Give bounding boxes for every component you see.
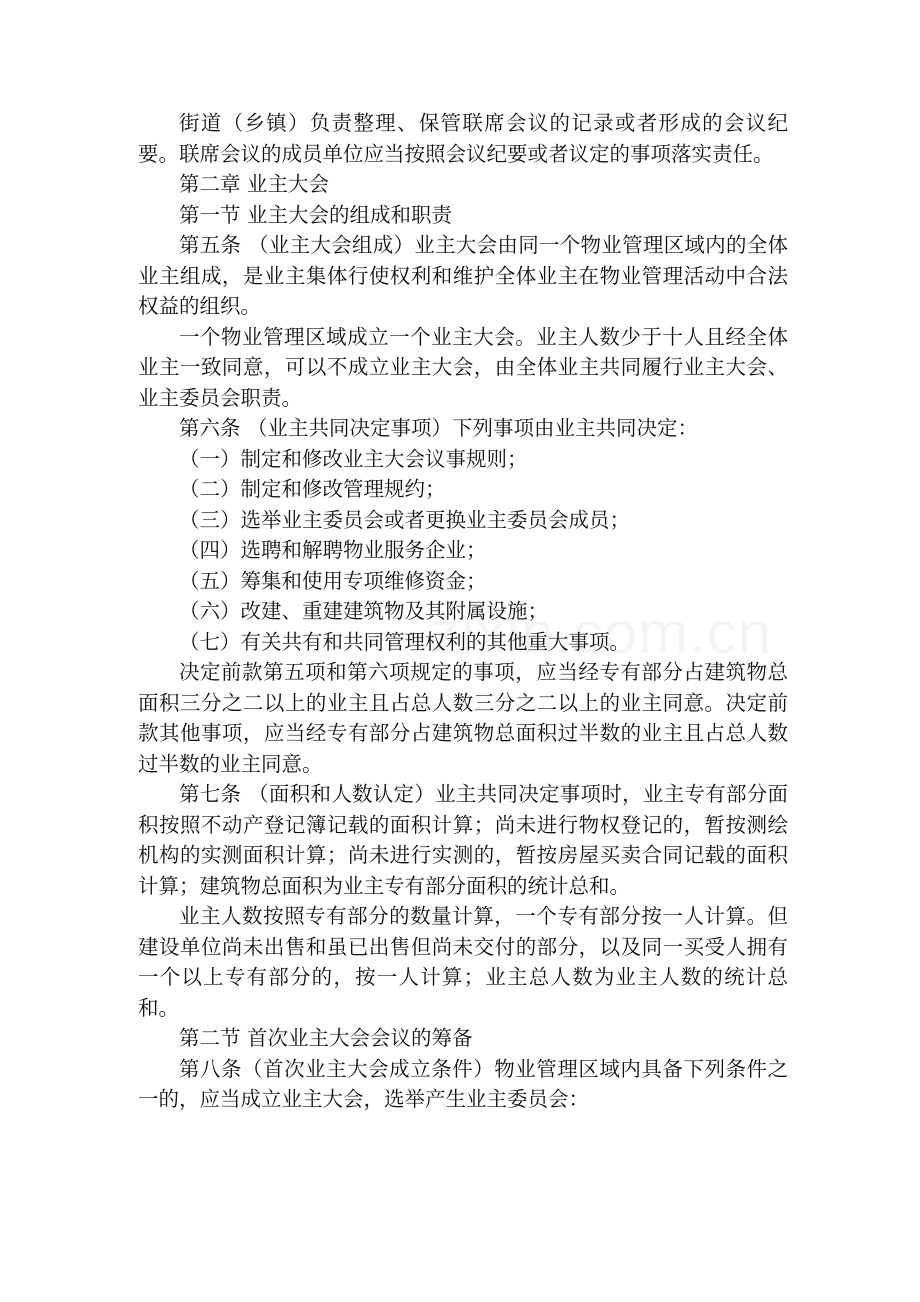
- paragraph-meeting-minutes: 街道（乡镇）负责整理、保管联席会议的记录或者形成的会议纪要。联席会议的成员单位应当按照会议纪要或者议定的事项落实责任。: [138, 111, 788, 166]
- list-item-1: （一）制定和修改业主大会议事规则；: [179, 446, 528, 471]
- list-item-4: （四）选聘和解聘物业服务企业；: [179, 538, 487, 562]
- article-5: 第五条 （业主大会组成）业主大会由同一个物业管理区域内的全体业主组成，是业主集体行使权利和维护全体业主在物业管理活动中合法权益的组织。: [138, 233, 788, 318]
- section-heading-2: 第二节 首次业主大会会议的筹备: [179, 1026, 473, 1050]
- list-item-5: （五）筹集和使用专项维修资金；: [179, 568, 487, 593]
- article-6: 第六条 （业主共同决定事项）下列事项由业主共同决定：: [179, 416, 699, 440]
- paragraph-owner-count: 业主人数按照专有部分的数量计算，一个专有部分按一人计算。但建设单位尚未出售和虽已出售但尚未交付的部分，以及同一买受人拥有一个以上专有部分的，按一人计算；业主总人数为业主人数的统计总和。: [138, 904, 788, 1020]
- section-heading-1: 第一节 业主大会的组成和职责: [179, 202, 453, 227]
- list-item-2: （二）制定和修改管理规约；: [179, 477, 446, 501]
- list-item-6: （六）改建、重建建筑物及其附属设施；: [179, 599, 548, 623]
- article-8: 第八条（首次业主大会成立条件）物业管理区域内具备下列条件之一的，应当成立业主大会，选举产生业主委员会：: [138, 1056, 788, 1111]
- list-item-3: （三）选举业主委员会或者更换业主委员会成员；: [179, 507, 630, 532]
- paragraph-voting-thresholds: 决定前款第五项和第六项规定的事项，应当经专有部分占建筑物总面积三分之二以上的业主且占总人数三分之二以上的业主同意。决定前款其他事项，应当经专有部分占建筑物总面积过半数的业主且占总人数过半数的业主同意。: [138, 660, 788, 776]
- document-body: [138, 108, 788, 1115]
- paragraph-one-assembly: 一个物业管理区域成立一个业主大会。业主人数少于十人且经全体业主一致同意，可以不成立业主大会，由全体业主共同履行业主大会、业主委员会职责。: [138, 324, 788, 410]
- chapter-heading: 第二章 业主大会: [179, 172, 330, 196]
- list-item-7: （七）有关共有和共同管理权利的其他重大事项。: [179, 629, 630, 654]
- article-7: 第七条 （面积和人数认定）业主共同决定事项时，业主专有部分面积按照不动产登记簿记载的面积计算；尚未进行物权登记的，暂按测绘机构的实测面积计算；尚未进行实测的，暂按房屋买卖合同记载的面积计算；建筑物总面积为业主专有部分面积的统计总和。: [138, 782, 788, 898]
